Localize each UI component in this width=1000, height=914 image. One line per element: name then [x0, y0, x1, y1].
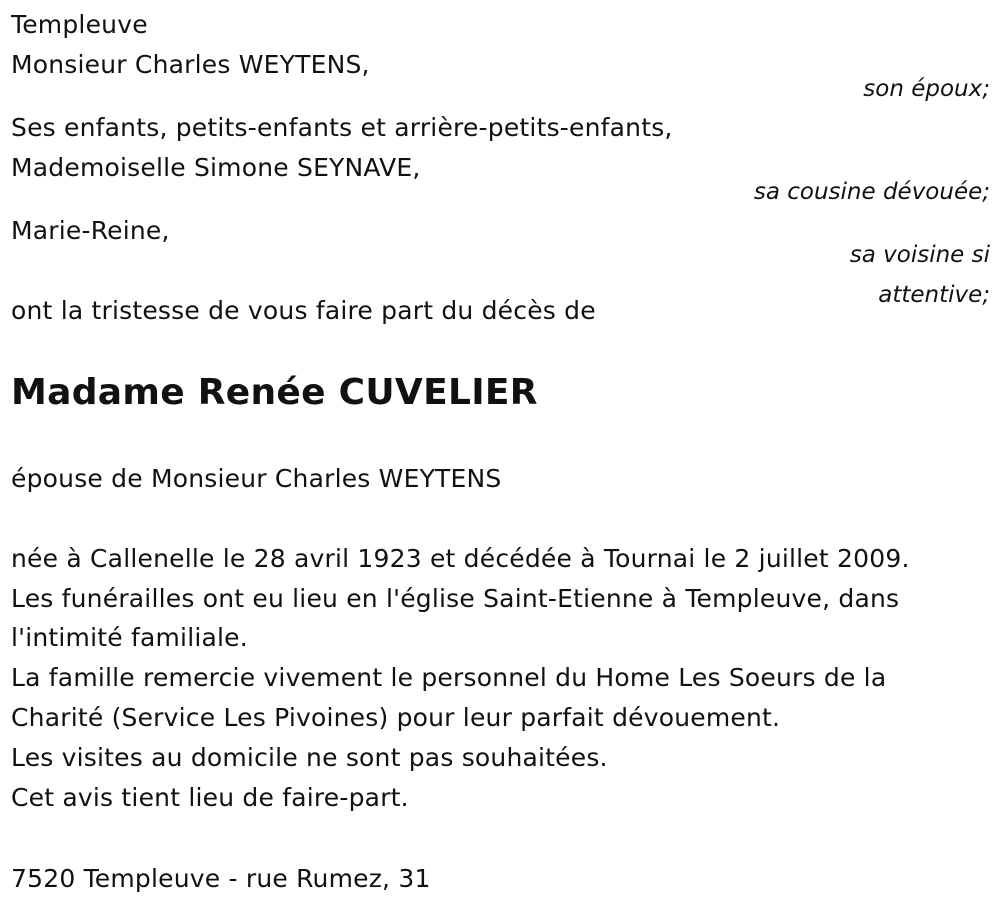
neighbor-role-2: attentive; [878, 282, 990, 308]
funeral-line-cont: l'intimité familiale. [11, 623, 248, 652]
cousin-role: sa cousine dévouée; [753, 179, 990, 205]
funeral-line: Les funérailles ont eu lieu en l'église Saint-Etienne à Templeuve, dans [11, 584, 900, 613]
cousin-line: Mademoiselle Simone SEYNAVE, [11, 153, 421, 182]
announcement-line: ont la tristesse de vous faire part du décès de [11, 296, 596, 325]
thanks-line-cont: Charité (Service Les Pivoines) pour leur parfait dévouement. [11, 703, 781, 732]
spouse-line: épouse de Monsieur Charles WEYTENS [11, 464, 502, 493]
husband-line: Monsieur Charles WEYTENS, [11, 50, 370, 79]
address-line: 7520 Templeuve - rue Rumez, 31 [11, 864, 431, 893]
town-line: Templeuve [11, 10, 148, 39]
neighbor-line: Marie-Reine, [11, 216, 170, 245]
notice-line: Cet avis tient lieu de faire-part. [11, 783, 409, 812]
husband-role: son époux; [863, 76, 990, 102]
children-line: Ses enfants, petits-enfants et arrière-petits-enfants, [11, 113, 673, 142]
birth-death-line: née à Callenelle le 28 avril 1923 et décédée à Tournai le 2 juillet 2009. [11, 544, 910, 573]
deceased-name: Madame Renée CUVELIER [11, 372, 538, 413]
neighbor-role-1: sa voisine si [849, 242, 990, 268]
thanks-line: La famille remercie vivement le personnel du Home Les Soeurs de la [11, 663, 887, 692]
visits-line: Les visites au domicile ne sont pas souhaitées. [11, 743, 608, 772]
